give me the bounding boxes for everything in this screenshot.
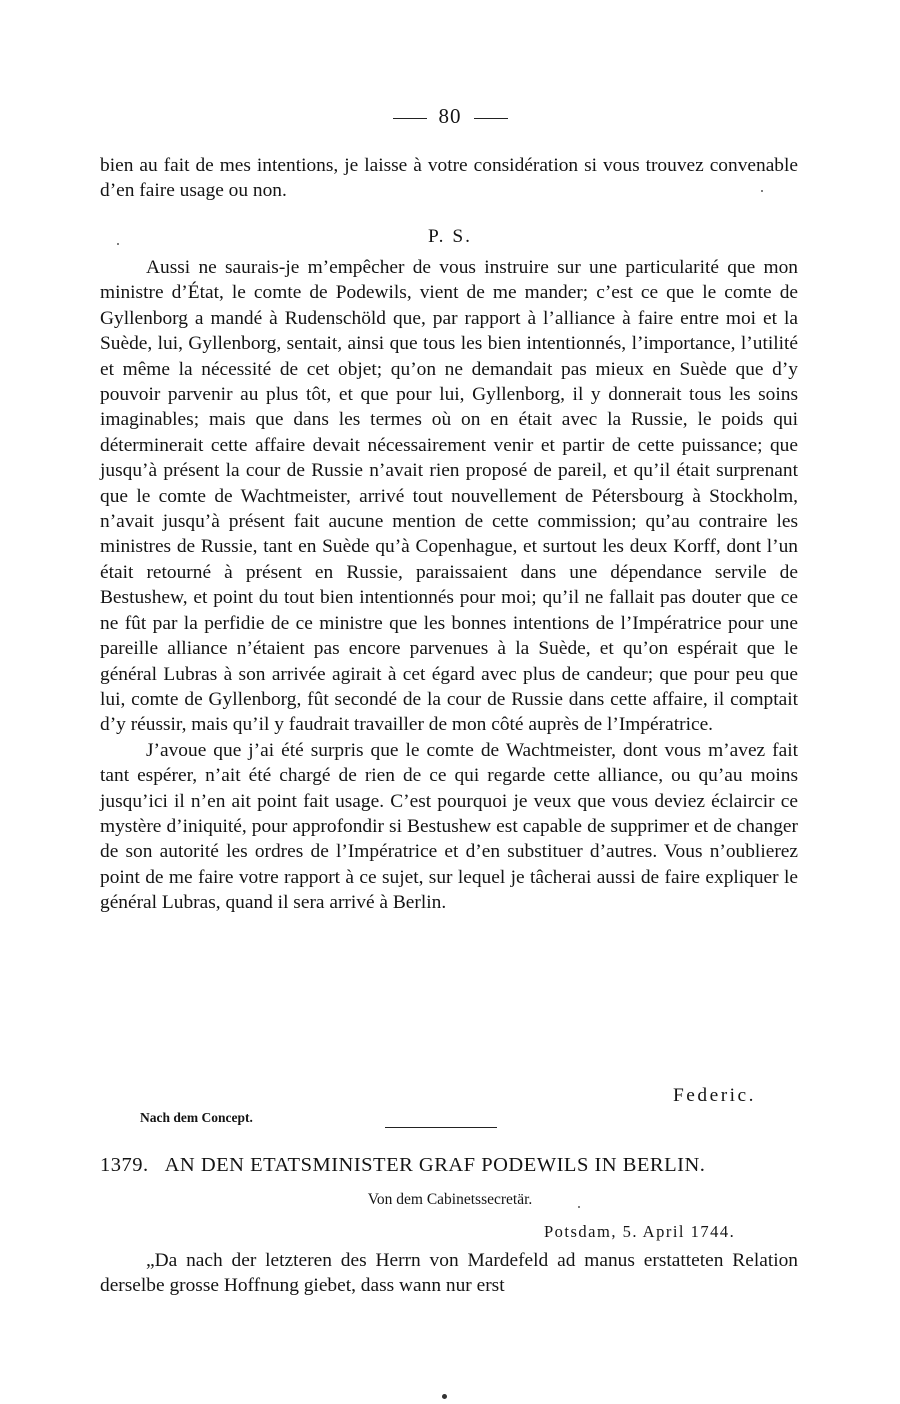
intro-paragraph: bien au fait de mes intentions, je laisse à votre considération si vous trouvez convenable d’en faire usage ou non. — [100, 155, 798, 202]
postscript-body — [100, 255, 798, 916]
header-dash-right — [474, 118, 508, 119]
intro-block — [100, 153, 798, 204]
postscript-paragraph-2: J’avoue que j’ai été surpris que le comte de Wachtmeister, dont vous m’avez fait tant espérer, n’ait été chargé de rien de ce qui regarde cette alliance, ou qu’au moins jusqu’ici il n’en ait point fait usage. C’est pourquoi je veux que vous deviez éclaircir ce mystère d’iniquité, pour approfondir si Bestushew est capable de supprimer et de changer de son autorité les ordres de l’Impératrice et d’en substituer d’autres. Vous n’oublierez point de me faire votre rapport à ce sujet, sur lequel je tâcherai aussi de faire expliquer le général Lubras, quand il sera arrivé à Berlin. — [100, 739, 798, 914]
source-note: Nach dem Concept. — [140, 1110, 253, 1125]
page-speck — [761, 190, 763, 192]
entry-number: 1379. — [100, 1154, 149, 1176]
header-dash-left — [393, 118, 427, 119]
entry-title: AN DEN ETATSMINISTER GRAF PODEWILS IN BERLIN. — [164, 1154, 706, 1176]
page-header — [0, 104, 900, 129]
signature: Federic. — [673, 1085, 756, 1106]
letter-paragraph: „Da nach der letzteren des Herrn von Mardefeld ad manus erstatteten Relation derselbe grosse Hoffnung giebet, dass wann nur erst — [100, 1250, 798, 1297]
section-divider — [385, 1127, 497, 1128]
dateline: Potsdam, 5. April 1744. — [544, 1222, 736, 1241]
page-speck — [578, 1206, 580, 1208]
page-speck — [442, 1394, 447, 1399]
postscript-heading: P. S. — [428, 226, 472, 247]
letter-body — [100, 1248, 798, 1299]
entry-subtitle: Von dem Cabinetssecretär. — [367, 1191, 533, 1208]
entry-heading — [100, 1154, 705, 1177]
page-number: 80 — [438, 104, 462, 128]
postscript-paragraph-1: Aussi ne saurais-je m’empêcher de vous instruire sur une particularité que mon ministre d’État, le comte de Podewils, vient de me mander; c’est ce que le comte de Gyllenborg a mandé à Rudenschöld que, par rapport à l’alliance à faire entre moi et la Suède, lui, Gyllenborg, sentait, ainsi que tous les bien intentionnés, l’importance, l’utilité et même la nécessité de cet objet; qu’on ne demandait pas mieux en Suède que d’y pouvoir parvenir au plus tôt, et que pour lui, Gyllenborg, il y donnerait tous les soins imaginables; mais que dans les termes où on en était avec la Russie, le poids qui déterminerait cette affaire devait nécessairement venir et partir de cette puissance; que jusqu’à présent la cour de Russie n’avait rien proposé de pareil, et qu’il était surprenant que le comte de Wachtmeister, arrivé tout nouvellement de Pétersbourg à Stockholm, n’avait jusqu’à présent fait aucune mention de cette commission; qu’au contraire les ministres de Russie, tant en Suède qu’à Copenhague, et surtout les deux Korff, dont l’un était retourné à présent en Russie, paraissaient dans une dépendance servile de Bestushew, et point du tout bien intentionnés pour moi; qu’il ne fallait pas douter que ce ne fût par la perfidie de ce ministre que les bonnes intentions de l’Impératrice pour une pareille alliance n’étaient pas encore parvenues à la Suède, et qu’on espérait que le général Lubras à son arrivée agirait à cet égard avec plus de candeur; que pour peu que lui, comte de Gyllenborg, fût secondé de la cour de Russie dans cette affaire, il comptait d’y réussir, mais qu’il y faudrait travailler de mon côté auprès de l’Impératrice. — [100, 257, 798, 736]
page-speck — [117, 243, 119, 245]
